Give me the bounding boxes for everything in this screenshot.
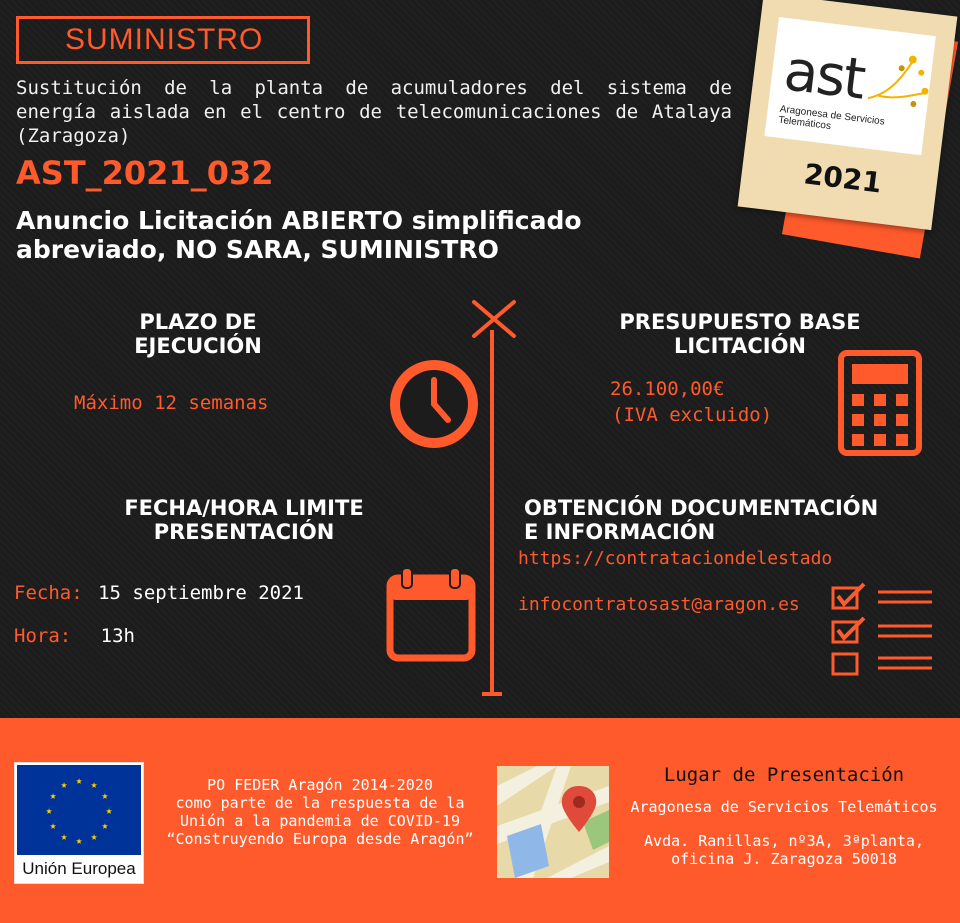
presupuesto-heading-line2: LICITACIÓN bbox=[673, 334, 807, 358]
checklist-icon bbox=[830, 580, 934, 680]
documentacion-email[interactable]: infocontratosast@aragon.es bbox=[518, 594, 800, 615]
announcement-title: Anuncio Licitación ABIERTO simplificado abreviado, NO SARA, SUMINISTRO bbox=[16, 206, 582, 264]
feder-line: como parte de la respuesta de la bbox=[175, 794, 465, 812]
documentacion-url[interactable]: https://contrataciondelestado bbox=[518, 548, 833, 569]
timeline-cross-icon bbox=[470, 298, 520, 340]
logo-year: 2021 bbox=[802, 157, 884, 200]
eu-star-icon: ★ bbox=[75, 834, 83, 847]
presupuesto-amount: 26.100,00€ bbox=[610, 378, 725, 400]
eu-star-icon: ★ bbox=[60, 829, 68, 843]
calendar-icon bbox=[386, 566, 476, 662]
eu-star-icon: ★ bbox=[49, 819, 57, 832]
fecha-hour-value: 13h bbox=[100, 625, 135, 647]
fecha-date-label: Fecha: bbox=[14, 582, 83, 604]
lugar-title: Lugar de Presentación bbox=[663, 764, 905, 786]
plazo-heading-line1: PLAZO DE bbox=[139, 310, 257, 334]
eu-emblem bbox=[14, 762, 144, 884]
fecha-date-row bbox=[14, 582, 304, 604]
eu-flag-icon bbox=[17, 765, 141, 855]
documentacion-heading-line1: OBTENCIÓN DOCUMENTACIÓN bbox=[524, 496, 879, 520]
lugar-org: Aragonesa de Servicios Telemáticos bbox=[630, 798, 938, 816]
presupuesto-note: (IVA excluido) bbox=[612, 404, 773, 426]
eu-star-icon: ★ bbox=[90, 829, 98, 843]
plazo-heading-line2: EJECUCIÓN bbox=[134, 334, 262, 358]
lugar-block bbox=[614, 764, 954, 868]
timeline-foot bbox=[482, 692, 502, 696]
calculator-icon bbox=[838, 350, 922, 456]
documentacion-heading-line2: E INFORMACIÓN bbox=[524, 520, 716, 544]
eu-star-icon: ★ bbox=[101, 789, 109, 802]
feder-line: PO FEDER Aragón 2014-2020 bbox=[207, 776, 433, 794]
fecha-heading bbox=[96, 496, 392, 544]
fecha-heading-line1: FECHA/HORA LIMITE bbox=[124, 496, 364, 520]
feder-line: “Construyendo Europa desde Aragón” bbox=[166, 830, 474, 848]
fecha-date-value: 15 septiembre 2021 bbox=[98, 582, 304, 604]
lugar-address-line1: Avda. Ranillas, nº3A, 3ªplanta, bbox=[644, 832, 924, 850]
eu-star-icon: ★ bbox=[101, 819, 109, 832]
plazo-heading bbox=[66, 310, 330, 358]
lugar-address-line2: oficina J. Zaragoza 50018 bbox=[671, 850, 897, 868]
eu-star-icon: ★ bbox=[105, 804, 113, 817]
eu-star-icon: ★ bbox=[60, 778, 68, 792]
ast-logo-text: ast bbox=[780, 38, 868, 113]
eu-star-icon: ★ bbox=[90, 778, 98, 792]
clock-icon bbox=[386, 356, 482, 452]
ast-logo-subtitle: Aragonesa de Servicios Telemáticos bbox=[777, 103, 886, 133]
presupuesto-heading-line1: PRESUPUESTO BASE bbox=[619, 310, 861, 334]
map-pin-icon bbox=[497, 766, 609, 878]
tender-code: AST_2021_032 bbox=[16, 154, 274, 192]
feder-text bbox=[150, 776, 490, 848]
eu-star-icon: ★ bbox=[75, 774, 83, 787]
tender-description: Sustitución de la planta de acumuladores del sistema de energía aislada en el centro de telecomunicaciones de Atalaya (Zaragoza) bbox=[16, 77, 732, 147]
timeline-line bbox=[490, 330, 494, 694]
eu-star-icon: ★ bbox=[45, 804, 53, 817]
category-tag bbox=[16, 16, 310, 64]
ast-logo bbox=[764, 17, 935, 155]
fecha-hour-row bbox=[14, 625, 135, 647]
fecha-hour-label: Hora: bbox=[14, 625, 72, 647]
logo-branch-icon bbox=[866, 37, 935, 124]
fecha-heading-line2: PRESENTACIÓN bbox=[153, 520, 335, 544]
plazo-value: Máximo 12 semanas bbox=[74, 392, 269, 414]
documentacion-heading bbox=[524, 496, 944, 544]
feder-line: Unión a la pandemia de COVID-19 bbox=[180, 812, 460, 830]
category-tag-label: SUMINISTRO bbox=[65, 23, 264, 56]
eu-label: Unión Europea bbox=[22, 859, 136, 878]
ast-logo-card bbox=[738, 0, 958, 230]
eu-star-icon: ★ bbox=[49, 789, 57, 802]
